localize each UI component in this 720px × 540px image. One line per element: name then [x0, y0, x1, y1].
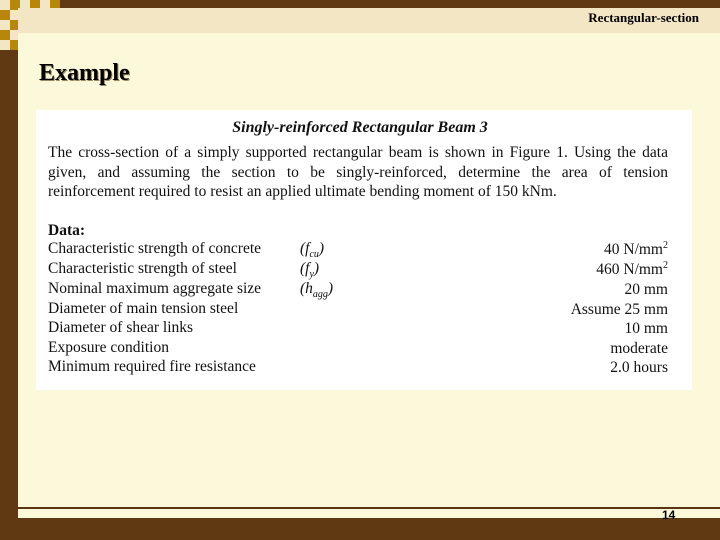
data-row-value: 460 $N/mm^2$: [596, 260, 668, 279]
data-row-symbol: $(f_{cu})$: [300, 240, 325, 261]
data-row: [48, 339, 668, 359]
page-number: 14: [662, 508, 676, 522]
data-row-label: Nominal maximum aggregate size: [48, 280, 262, 297]
footer-divider: [18, 507, 720, 509]
data-row-value: 2.0 hours: [610, 359, 668, 377]
header-title: Rectangular-section: [588, 10, 699, 25]
data-row: [48, 280, 668, 300]
data-row-symbol: $(f_y)$: [300, 260, 320, 281]
data-row-value: Assume 25 mm: [570, 301, 668, 319]
data-row: [48, 358, 668, 378]
data-row-label: Diameter of main tension steel: [48, 300, 239, 317]
slide-title: Example: [39, 60, 130, 86]
data-row-value: 40 $N/mm^2$: [604, 240, 668, 259]
data-row-value: 10 mm: [624, 320, 668, 338]
problem-heading: Singly-reinforced Rectangular Beam 3: [232, 119, 488, 136]
data-row-value: moderate: [610, 340, 668, 358]
data-row: [48, 240, 668, 260]
data-row-value: 20 mm: [624, 281, 668, 299]
data-row: [48, 260, 668, 280]
data-row-label: Characteristic strength of concrete: [48, 240, 262, 257]
data-row: [48, 319, 668, 339]
data-row-label: Diameter of shear links: [48, 319, 194, 336]
problem-paragraph: The cross-section of a simply supported rectangular beam is shown in Figure 1. Using the data given, and assuming the section to be singly-reinforced, determine the area of tension reinforcement required to resist an applied ultimate bending moment of 150 kNm.: [48, 144, 668, 200]
data-row: [48, 300, 668, 320]
data-row-label: Exposure condition: [48, 339, 169, 356]
data-row-symbol: $(h_{agg})$: [300, 280, 334, 301]
data-row-label: Minimum required fire resistance: [48, 358, 256, 375]
data-label: Data:: [48, 222, 86, 239]
data-row-label: Characteristic strength of steel: [48, 260, 237, 277]
